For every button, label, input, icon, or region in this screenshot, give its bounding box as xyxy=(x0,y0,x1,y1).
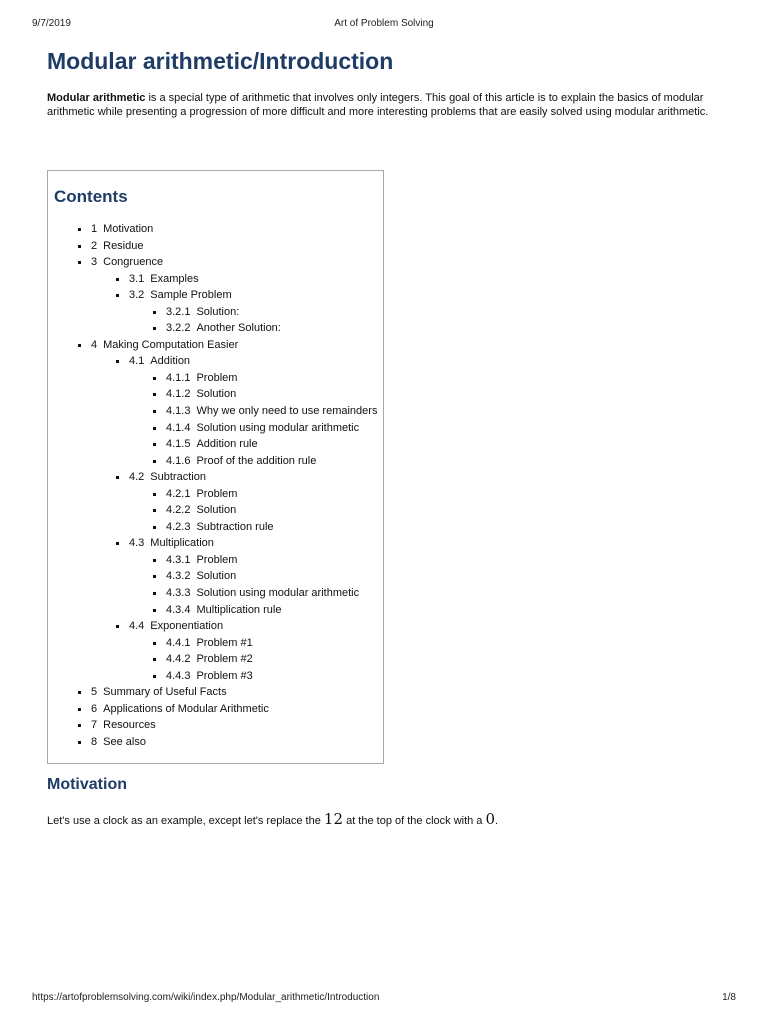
print-footer xyxy=(32,992,736,1006)
toc-item-label[interactable]: Problem xyxy=(196,553,238,566)
toc-title: Contents xyxy=(54,187,128,206)
toc-item-number: 4.1.4 xyxy=(166,421,191,434)
toc-item-label[interactable]: Exponentiation xyxy=(150,620,224,633)
toc-item-label[interactable]: Solution: xyxy=(196,305,240,318)
toc-item-label[interactable]: Problem #3 xyxy=(196,669,253,682)
toc-item-label[interactable]: Subtraction rule xyxy=(196,520,274,533)
toc-item-3[interactable] xyxy=(48,254,377,271)
print-date: 9/7/2019 xyxy=(32,18,71,29)
toc-item-2[interactable] xyxy=(48,238,377,255)
toc-item-number: 5 xyxy=(91,686,98,699)
math-twelve: 12 xyxy=(323,810,344,828)
table-of-contents xyxy=(47,170,384,764)
motivation-text-middle: at the top of the clock with a xyxy=(343,815,486,827)
page-title: Modular arithmetic/Introduction xyxy=(47,48,394,74)
toc-item-label[interactable]: Problem xyxy=(196,371,238,384)
toc-item-3-2-2[interactable] xyxy=(48,320,377,337)
toc-item-number: 4.3.4 xyxy=(166,603,191,616)
toc-item-label[interactable]: Solution xyxy=(196,504,237,517)
toc-item-label[interactable]: Making Computation Easier xyxy=(103,338,239,351)
toc-item-7[interactable] xyxy=(48,717,377,734)
toc-item-label[interactable]: Another Solution: xyxy=(196,322,281,335)
toc-item-number: 3.2.2 xyxy=(166,322,191,335)
toc-item-number: 8 xyxy=(91,735,98,748)
toc-item-4-1-2[interactable] xyxy=(48,386,377,403)
toc-item-4-1-4[interactable] xyxy=(48,420,377,437)
toc-item-number: 4.1 xyxy=(129,355,145,368)
toc-item-label[interactable]: Motivation xyxy=(103,223,154,235)
toc-item-4-3-4[interactable] xyxy=(48,602,377,619)
toc-item-number: 3.2.1 xyxy=(166,305,191,318)
toc-item-label[interactable]: Subtraction xyxy=(150,471,206,484)
toc-item-label[interactable]: See also xyxy=(103,735,146,748)
motivation-text-before: Let's use a clock as an example, except let's replace the xyxy=(47,815,324,827)
toc-item-label[interactable]: Multiplication rule xyxy=(196,603,282,616)
toc-item-1[interactable] xyxy=(48,221,377,238)
toc-item-number: 4.4 xyxy=(129,620,145,633)
math-zero: 0 xyxy=(485,810,496,828)
toc-item-3-2[interactable] xyxy=(48,287,377,304)
toc-item-4-4-2[interactable] xyxy=(48,651,377,668)
toc-item-3-1[interactable] xyxy=(48,271,377,288)
toc-item-4-3[interactable] xyxy=(48,535,377,552)
toc-item-label[interactable]: Problem xyxy=(196,487,238,500)
toc-item-label[interactable]: Summary of Useful Facts xyxy=(103,686,227,699)
toc-item-number: 4.3.3 xyxy=(166,587,191,600)
print-header xyxy=(32,18,736,32)
toc-item-label[interactable]: Problem #2 xyxy=(196,653,253,666)
toc-item-4-1-1[interactable] xyxy=(48,370,377,387)
toc-item-4-3-3[interactable] xyxy=(48,585,377,602)
intro-text: is a special type of arithmetic that involves only integers. This goal of this article is to explain the basics of modular arithmetic while presenting a progression of more difficult and more interesting problems that are easily solved using modular arithmetic. xyxy=(47,92,709,118)
toc-item-label[interactable]: Congruence xyxy=(103,256,164,269)
toc-item-number: 4.2.2 xyxy=(166,504,191,517)
toc-item-label[interactable]: Proof of the addition rule xyxy=(196,454,317,467)
toc-item-number: 4 xyxy=(91,338,98,351)
toc-item-label[interactable]: Multiplication xyxy=(150,537,214,550)
toc-item-number: 4.1.1 xyxy=(166,371,191,384)
toc-item-number: 2 xyxy=(91,239,98,252)
motivation-paragraph xyxy=(47,810,498,828)
intro-paragraph xyxy=(47,92,737,119)
toc-item-4-3-1[interactable] xyxy=(48,552,377,569)
toc-item-number: 4.3.2 xyxy=(166,570,191,583)
toc-item-4-2-3[interactable] xyxy=(48,519,377,536)
section-heading-motivation: Motivation xyxy=(47,776,127,793)
toc-item-label[interactable]: Applications of Modular Arithmetic xyxy=(103,702,269,715)
toc-item-number: 4.3.1 xyxy=(166,553,191,566)
toc-item-number: 4.1.6 xyxy=(166,454,191,467)
toc-item-3-2-1[interactable] xyxy=(48,304,377,321)
toc-item-label[interactable]: Resources xyxy=(103,719,156,732)
toc-item-4-1-3[interactable] xyxy=(48,403,377,420)
toc-item-label[interactable]: Solution using modular arithmetic xyxy=(196,587,360,600)
toc-list xyxy=(48,221,377,751)
toc-item-number: 4.2.1 xyxy=(166,487,191,500)
toc-item-number: 4.4.3 xyxy=(166,669,191,682)
toc-item-number: 6 xyxy=(91,702,98,715)
toc-item-number: 4.4.1 xyxy=(166,636,191,649)
intro-bold-term: Modular arithmetic xyxy=(47,92,146,104)
toc-item-number: 4.1.2 xyxy=(166,388,191,401)
print-url: https://artofproblemsolving.com/wiki/index.php/Modular_arithmetic/Introduction xyxy=(32,992,380,1003)
toc-item-4-2[interactable] xyxy=(48,469,377,486)
toc-item-5[interactable] xyxy=(48,684,377,701)
print-page-number: 1/8 xyxy=(722,992,736,1003)
toc-item-4-1-6[interactable] xyxy=(48,453,377,470)
toc-item-4-4[interactable] xyxy=(48,618,377,635)
toc-item-number: 3.2 xyxy=(129,289,145,302)
toc-item-4-2-1[interactable] xyxy=(48,486,377,503)
toc-item-4-2-2[interactable] xyxy=(48,502,377,519)
toc-item-label[interactable]: Solution xyxy=(196,388,237,401)
toc-item-label[interactable]: Why we only need to use remainders xyxy=(196,405,378,418)
toc-item-4-1-5[interactable] xyxy=(48,436,377,453)
toc-item-number: 4.4.2 xyxy=(166,653,191,666)
toc-item-label[interactable]: Solution using modular arithmetic xyxy=(196,421,360,434)
toc-item-label[interactable]: Examples xyxy=(150,272,199,285)
toc-item-4-4-3[interactable] xyxy=(48,668,377,685)
toc-item-number: 4.2.3 xyxy=(166,520,191,533)
toc-item-4-1[interactable] xyxy=(48,353,377,370)
toc-item-label[interactable]: Sample Problem xyxy=(150,289,232,302)
toc-item-label[interactable]: Residue xyxy=(103,239,144,252)
toc-item-4-3-2[interactable] xyxy=(48,568,377,585)
toc-item-number: 4.1.5 xyxy=(166,438,191,451)
toc-item-6[interactable] xyxy=(48,701,377,718)
toc-item-number: 7 xyxy=(91,719,98,732)
motivation-text-after: . xyxy=(495,815,499,827)
toc-item-number: 4.1.3 xyxy=(166,405,191,418)
toc-item-label[interactable]: Addition rule xyxy=(196,438,258,451)
toc-item-number: 3.1 xyxy=(129,272,145,285)
toc-item-8[interactable] xyxy=(48,734,377,751)
toc-item-label[interactable]: Addition xyxy=(150,355,191,368)
toc-item-label[interactable]: Problem #1 xyxy=(196,636,253,649)
toc-item-number: 4.2 xyxy=(129,471,145,484)
toc-item-label[interactable]: Solution xyxy=(196,570,237,583)
toc-item-number: 1 xyxy=(91,223,98,235)
toc-item-4-4-1[interactable] xyxy=(48,635,377,652)
toc-item-4[interactable] xyxy=(48,337,377,354)
toc-item-number: 4.3 xyxy=(129,537,145,550)
print-page-title: Art of Problem Solving xyxy=(334,18,434,29)
toc-item-number: 3 xyxy=(91,256,98,269)
